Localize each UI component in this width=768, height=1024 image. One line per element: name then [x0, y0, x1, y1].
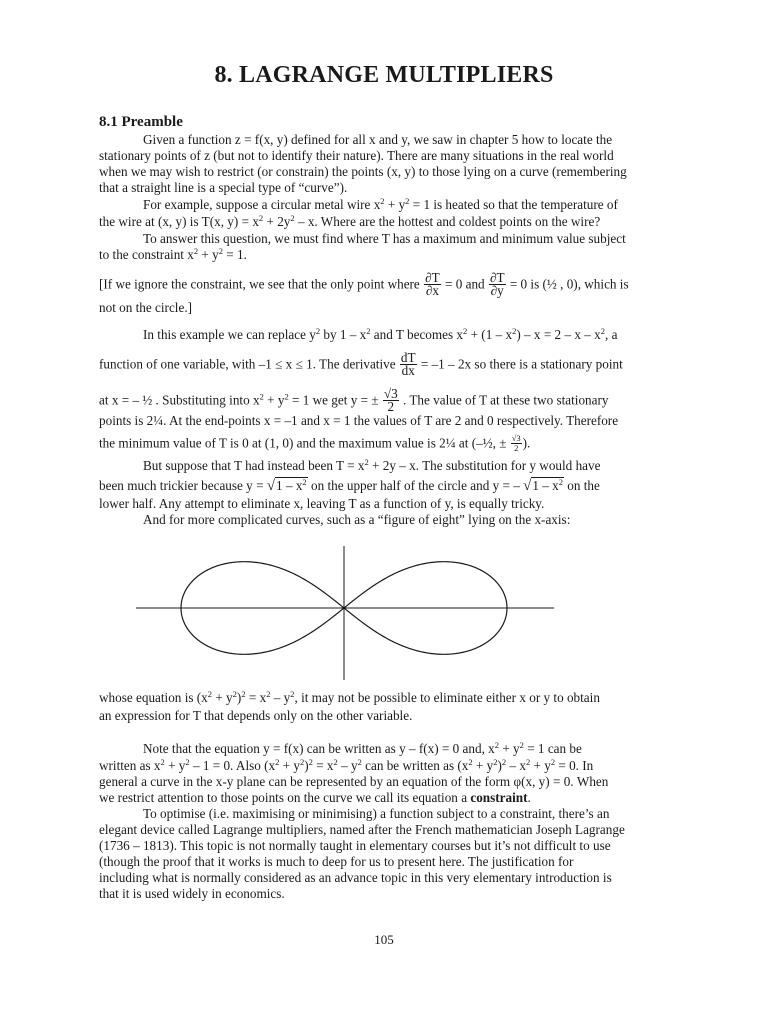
p3-line-1: To answer this question, we must find where T has a maximum and minimum value subject [143, 231, 626, 246]
p3-line-2: to the constraint $x^2 + y^2 = 1$. [99, 246, 247, 262]
p5-line-3: at x = – ½ . Substituting into $x^2 + y^2 = 1$ we get y = ± $\frac{√3}{2}$ . The value of T at these two stationary [99, 386, 609, 414]
p1-line-1: Given a function z = f(x, y) defined for all x and y, we saw in chapter 5 how to locate the [143, 132, 613, 147]
p9-line-3: general a curve in the x-y plane can be represented by an equation of the form φ(x, y) = 0. When [99, 774, 609, 789]
root3-over-2-small: $\frac{√3}{2}$ [511, 433, 521, 453]
p10-line-3: (1736 – 1813). This topic is not normally taught in elementary courses but it’s not difficult to use [99, 838, 611, 853]
p8-line-2: an expression for T that depends only on the other variable. [99, 708, 413, 723]
root3-over-2: $\frac{√3}{2}$ [383, 386, 398, 414]
p10-line-6: that it is used widely in economics. [99, 886, 285, 901]
p7-line-1: And for more complicated curves, such as a “figure of eight” lying on the x-axis: [143, 512, 571, 527]
section-heading: 8.1 Preamble [99, 114, 183, 130]
constraint-term: constraint [470, 790, 528, 805]
p6-line-3: lower half. Any attempt to eliminate x, leaving T as a function of y, is equally tricky. [99, 496, 545, 511]
p1-line-3: when we may wish to restrict (or constrain) the points (x, y) to those lying on a curve (remembering [99, 164, 627, 179]
p9-line-2: written as $x^2 + y^2 - 1 = 0$. Also $(x^2 + y^2)^2 = x^2 - y^2$ can be written as $(x^2 + y^2)^2 - x^2 + y^2 = 0$. In [99, 757, 594, 773]
p4-line-2: not on the circle.] [99, 300, 193, 315]
page-number: 105 [374, 932, 394, 947]
p6-line-1: But suppose that T had instead been $T = x^2 + 2y - x$. The substitution for y would have [143, 457, 601, 473]
sqrt-expression: $√1 - x^2$ [523, 477, 563, 494]
p9-line-1: Note that the equation y = f(x) can be written as y – f(x) = 0 and, $x^2 + y^2 = 1$ can be [143, 740, 582, 756]
partial-t-dy: $\frac{\partial T}{\partial y}$ [489, 270, 505, 298]
p2-line-2: the wire at (x, y) is T(x, $y) = x^2 + 2y^2 - x$. Where are the hottest and coldest points on the wire? [99, 213, 601, 229]
p10-line-1: To optimise (i.e. maximising or minimising) a function subject to a constraint, there’s an [143, 806, 610, 821]
p5-line-2: function of one variable, with –1 ≤ x ≤ 1. The derivative $\frac{dT}{dx}$ = –1 – 2x so there is a stationary point [99, 350, 623, 378]
figure-of-eight-diagram [130, 544, 560, 682]
dt-dx-fraction: $\frac{dT}{dx}$ [400, 350, 416, 378]
p9-line-4: we restrict attention to those points on the curve we call its equation a constraint. [99, 790, 531, 805]
p1-line-2: stationary points of z (but not to identify their nature). There are many situations in the real world [99, 148, 614, 163]
p4-line-1: [If we ignore the constraint, we see that the only point where $\frac{\partial T}{\partial x}$ = 0 and $\frac{\partial T}{\partial y}$ = 0 is (½ , 0), which is [99, 270, 629, 298]
p6-line-2: been much trickier because $y = √1 - x^2$ on the upper half of the circle and y = – $√1 - x^2$ on the [99, 477, 600, 494]
p10-line-5: including what is normally considered as an advance topic in this very elementary introduction is [99, 870, 612, 885]
p5-line-1: In this example we can replace $y^2$ by $1 - x^2$ and T becomes $x^2 + (1 - x^2) - x = 2 - x - x^2$, a [143, 326, 618, 342]
p10-line-4: (though the proof that it works is much to deep for us to present here. The justification for [99, 854, 574, 869]
partial-t-dx: $\frac{\partial T}{\partial x}$ [425, 270, 440, 298]
p5-line-5: the minimum value of T is 0 at (1, 0) and the maximum value is 2¼ at (–½, ± $\frac{√3}{2}$ ). [99, 433, 531, 453]
p2-line-1: For example, suppose a circular metal wire $x^2 + y^2 = 1$ is heated so that the temperature of [143, 196, 618, 212]
chapter-title: 8. LAGRANGE MULTIPLIERS [214, 62, 554, 88]
p8-line-1: whose equation is $(x^2 + y^2)^2 = x^2 - y^2$, it may not be possible to eliminate either x or y to obtain [99, 689, 600, 705]
sqrt-expression: $√1 - x^2$ [266, 477, 307, 494]
p10-line-2: elegant device called Lagrange multipliers, named after the French mathematician Joseph Lagrange [99, 822, 625, 837]
p1-line-4: that a straight line is a special type of “curve”). [99, 180, 348, 195]
p5-line-4: points is 2¼. At the end-points x = –1 and x = 1 the values of T are 2 and 0 respectively. Therefore [99, 413, 619, 428]
